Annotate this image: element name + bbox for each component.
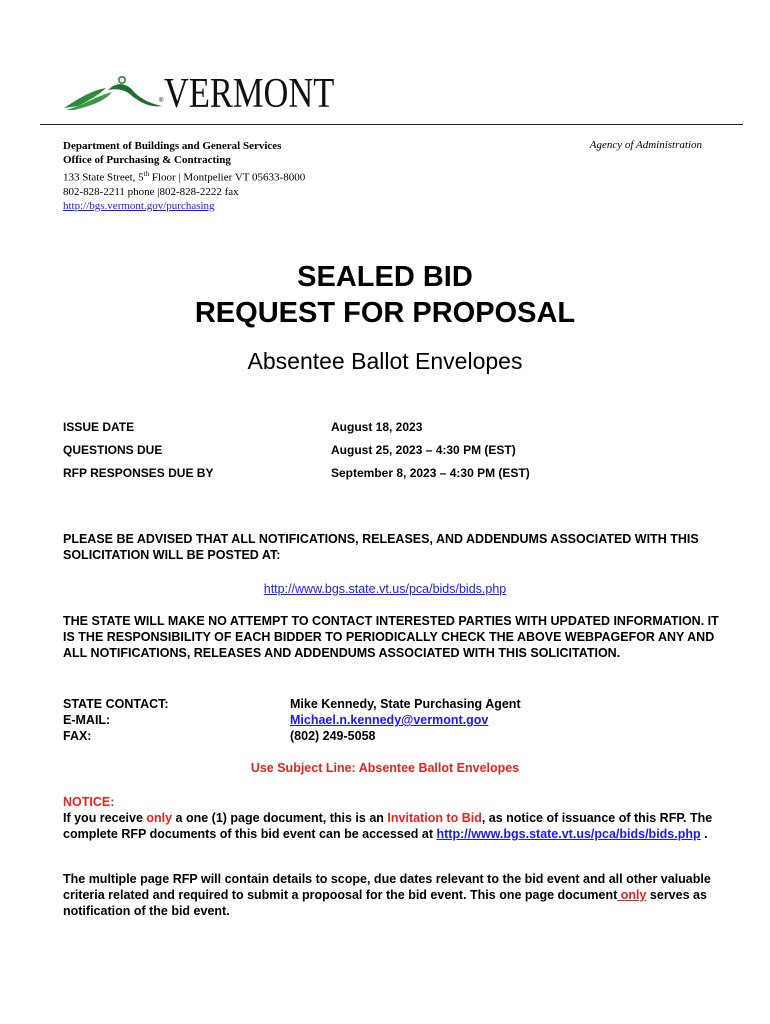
purchasing-link[interactable]: http://bgs.vermont.gov/purchasing	[63, 199, 215, 212]
advisory-text: PLEASE BE ADVISED THAT ALL NOTIFICATIONS, RELEASES, AND ADDENDUMS ASSOCIATED WITH THIS SOLICITATION WILL BE POSTED AT:	[63, 532, 699, 562]
address: 133 State Street, 5th Floor | Montpelier VT 05633-8000	[63, 170, 306, 184]
registered-mark: ®	[159, 98, 164, 104]
phone-fax: 802-828-2211 phone |802-828-2222 fax	[63, 185, 239, 198]
bids-link-notice[interactable]: http://www.bgs.state.vt.us/pca/bids/bids.php	[436, 827, 701, 841]
date-label: QUESTIONS DUE	[63, 443, 163, 457]
date-row	[63, 420, 663, 443]
agency-name: Agency of Administration	[589, 139, 702, 151]
date-label: RFP RESPONSES DUE BY	[63, 466, 214, 480]
department-name: Department of Buildings and General Services	[63, 140, 282, 152]
email-link[interactable]: Michael.n.kennedy@vermont.gov	[290, 713, 489, 727]
vermont-wordmark: VERMONT	[164, 71, 335, 117]
date-value: August 18, 2023	[331, 420, 423, 434]
title-sealed-bid: SEALED BID	[297, 261, 473, 293]
vermont-logo	[62, 70, 335, 117]
date-value: August 25, 2023 – 4:30 PM (EST)	[331, 443, 516, 457]
date-value: September 8, 2023 – 4:30 PM (EST)	[331, 466, 530, 480]
department-header	[63, 139, 305, 213]
only-emphasis: only	[617, 888, 647, 902]
notice-paragraph: If you receive only a one (1) page document, this is an Invitation to Bid, as notice of issuance of this RFP. The complete RFP documents of this bid event can be accessed at http://www.bgs.state.vt.us/pca/bids/bids.php .	[63, 811, 713, 841]
dates-table	[63, 420, 663, 489]
date-row	[63, 466, 663, 489]
multi-page-paragraph: The multiple page RFP will contain details to scope, due dates relevant to the bid event and all other valuable criteria related and required to submit a propoosal for the bid event. This one page document only serves as notification of the bid event.	[63, 872, 711, 918]
state-contact-value: Mike Kennedy, State Purchasing Agent	[290, 697, 521, 711]
date-label: ISSUE DATE	[63, 420, 135, 434]
notice-block	[63, 794, 723, 842]
fax-value: (802) 249-5058	[290, 729, 376, 743]
bids-link[interactable]: http://www.bgs.state.vt.us/pca/bids/bids.php	[263, 582, 507, 596]
fax-label: FAX:	[63, 729, 92, 743]
mountain-logo-icon	[62, 70, 172, 114]
state-notice-text: THE STATE WILL MAKE NO ATTEMPT TO CONTACT INTERESTED PARTIES WITH UPDATED INFORMATION. IT IS THE RESPONSIBILITY OF EACH BIDDER TO PERIODICALLY CHECK THE ABOVE WEBPAGEFOR ANY AND ALL NOTIFICATIONS, RELEASES AND ADDENDUMS ASSOCIATED WITH THIS SOLICITATION.	[63, 614, 719, 660]
office-name: Office of Purchasing & Contracting	[63, 154, 231, 166]
invitation-to-bid: Invitation to Bid	[387, 811, 482, 825]
notice-heading: NOTICE:	[63, 795, 115, 809]
only-emphasis: only	[146, 811, 173, 825]
email-label: E-MAIL:	[63, 713, 111, 727]
state-contact-label: STATE CONTACT:	[63, 697, 169, 711]
date-row	[63, 443, 663, 466]
rfp-subject: Absentee Ballot Envelopes	[247, 348, 523, 374]
title-rfp: REQUEST FOR PROPOSAL	[194, 297, 576, 329]
header-divider	[40, 124, 743, 125]
subject-line: Use Subject Line: Absentee Ballot Envelopes	[250, 761, 520, 775]
contact-block	[63, 696, 663, 744]
